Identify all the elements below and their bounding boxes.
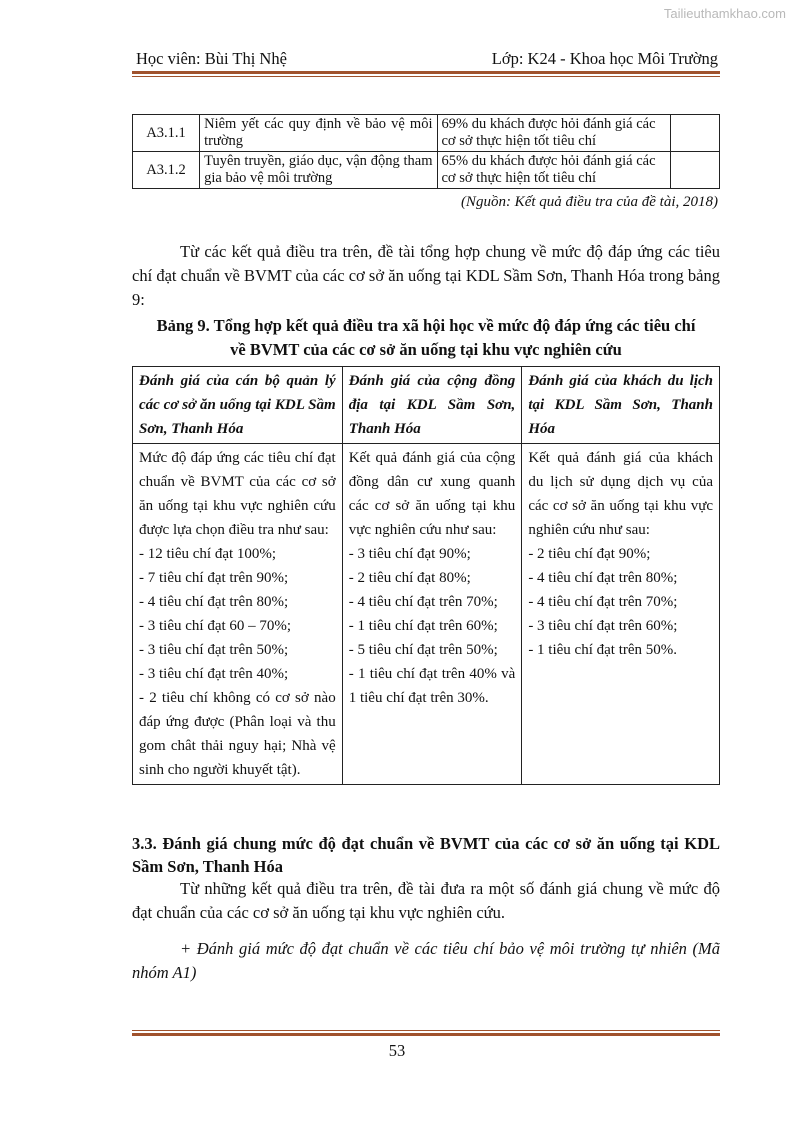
page-number: 53 bbox=[388, 1041, 406, 1060]
table9-caption-line1: Bảng 9. Tổng hợp kết quả điều tra xã hội học về mức độ đáp ứng các tiêu chí bbox=[156, 316, 696, 335]
table-source: (Nguồn: Kết quả điều tra của đề tài, 2018) bbox=[460, 194, 718, 210]
managers-cell bbox=[133, 444, 343, 785]
table-row bbox=[133, 115, 720, 152]
list-item: - 3 tiêu chí đạt trên 60%; bbox=[528, 618, 678, 634]
table9-body-row bbox=[133, 444, 720, 785]
managers-intro: Mức độ đáp ứng các tiêu chí đạt chuẩn về BVMT của các cơ sở ăn uống tại khu vực nghiên cứu được lựa chọn điều tra như sau: bbox=[139, 450, 336, 538]
footer-rule bbox=[132, 1033, 720, 1036]
community-cell bbox=[342, 444, 522, 785]
header-managers: Đánh giá của cán bộ quản lý các cơ sở ăn uống tại KDL Sầm Sơn, Thanh Hóa bbox=[133, 367, 343, 444]
table9 bbox=[132, 366, 720, 785]
list-item: - 1 tiêu chí đạt trên 50%. bbox=[528, 642, 678, 658]
table9-caption-line2: về BVMT của các cơ sở ăn uống tại khu vực nghiên cứu bbox=[230, 340, 622, 359]
table-row bbox=[133, 152, 720, 189]
criterion-text: Niêm yết các quy định về bảo vệ môi trường bbox=[200, 115, 437, 152]
header-student: Học viên: Bùi Thị Nhệ bbox=[136, 49, 287, 68]
criterion-text: Tuyên truyền, giáo dục, vận động tham gia bảo vệ môi trường bbox=[200, 152, 437, 189]
list-item: - 1 tiêu chí đạt trên 60%; bbox=[348, 618, 498, 634]
header-tourists: Đánh giá của khách du lịch tại KDL Sầm Sơn, Thanh Hóa bbox=[522, 367, 720, 444]
list-item: - 3 tiêu chí đạt trên 50%; bbox=[139, 642, 289, 658]
watermark: Tailieuthamkhao.com bbox=[663, 6, 786, 21]
list-item: - 2 tiêu chí đạt 90%; bbox=[528, 546, 651, 562]
footer-rule-thin bbox=[132, 1030, 720, 1031]
header-rule bbox=[132, 71, 720, 74]
tourists-cell bbox=[522, 444, 720, 785]
criterion-code: A3.1.2 bbox=[133, 152, 200, 189]
list-item: - 4 tiêu chí đạt trên 80%; bbox=[139, 594, 289, 610]
criteria-table bbox=[132, 114, 720, 189]
criterion-extra bbox=[670, 115, 719, 152]
list-item: - 2 tiêu chí đạt 80%; bbox=[348, 570, 471, 586]
list-item: - 4 tiêu chí đạt trên 70%; bbox=[528, 594, 678, 610]
subheading: + Đánh giá mức độ đạt chuẩn về các tiêu chí bảo vệ môi trường tự nhiên (Mã nhóm A1) bbox=[132, 939, 720, 982]
list-item: - 3 tiêu chí đạt 60 – 70%; bbox=[139, 618, 292, 634]
list-item: - 5 tiêu chí đạt trên 50%; bbox=[348, 642, 498, 658]
header-community: Đánh giá của cộng đồng địa tại KDL Sầm Sơn, Thanh Hóa bbox=[342, 367, 522, 444]
header-rule-thin bbox=[132, 76, 720, 77]
community-intro: Kết quả đánh giá của cộng đồng dân cư xung quanh các cơ sở ăn uống tại khu vực nghiên cứu như sau: bbox=[348, 450, 516, 538]
criterion-result: 65% du khách được hỏi đánh giá các cơ sở thực hiện tốt tiêu chí bbox=[437, 152, 670, 189]
tourists-intro: Kết quả đánh giá của khách du lịch sử dụng dịch vụ của các cơ sở ăn uống tại khu vực nghiên cứu như sau: bbox=[528, 450, 713, 538]
list-item: - 3 tiêu chí đạt trên 40%; bbox=[139, 666, 289, 682]
list-item: - 12 tiêu chí đạt 100%; bbox=[139, 546, 277, 562]
list-item: - 2 tiêu chí không có cơ sở nào đáp ứng được (Phân loại và thu gom chât thải nguy hại; Nhà vệ sinh cho người khuyết tật). bbox=[139, 690, 336, 778]
intro-paragraph: Từ các kết quả điều tra trên, đề tài tổng hợp chung về mức độ đáp ứng các tiêu chí đạt chuẩn về BVMT của các cơ sở ăn uống tại KDL Sầm Sơn, Thanh Hóa trong bảng 9: bbox=[132, 242, 720, 309]
criterion-result: 69% du khách được hỏi đánh giá các cơ sở thực hiện tốt tiêu chí bbox=[437, 115, 670, 152]
header-class: Lớp: K24 - Khoa học Môi Trường bbox=[491, 49, 718, 68]
table9-header-row bbox=[133, 367, 720, 444]
section-paragraph: Từ những kết quả điều tra trên, đề tài đưa ra một số đánh giá chung về mức độ đạt chuẩn của các cơ sở ăn uống tại khu vực nghiên cứu. bbox=[132, 879, 720, 922]
section-heading: 3.3. Đánh giá chung mức độ đạt chuẩn về BVMT của các cơ sở ăn uống tại KDL Sầm Sơn, Thanh Hóa bbox=[132, 834, 720, 876]
list-item: - 3 tiêu chí đạt 90%; bbox=[348, 546, 471, 562]
list-item: - 4 tiêu chí đạt trên 70%; bbox=[348, 594, 498, 610]
criterion-code: A3.1.1 bbox=[133, 115, 200, 152]
list-item: - 1 tiêu chí đạt trên 40% và 1 tiêu chí đạt trên 30%. bbox=[348, 666, 516, 706]
list-item: - 7 tiêu chí đạt trên 90%; bbox=[139, 570, 289, 586]
list-item: - 4 tiêu chí đạt trên 80%; bbox=[528, 570, 678, 586]
criterion-extra bbox=[670, 152, 719, 189]
